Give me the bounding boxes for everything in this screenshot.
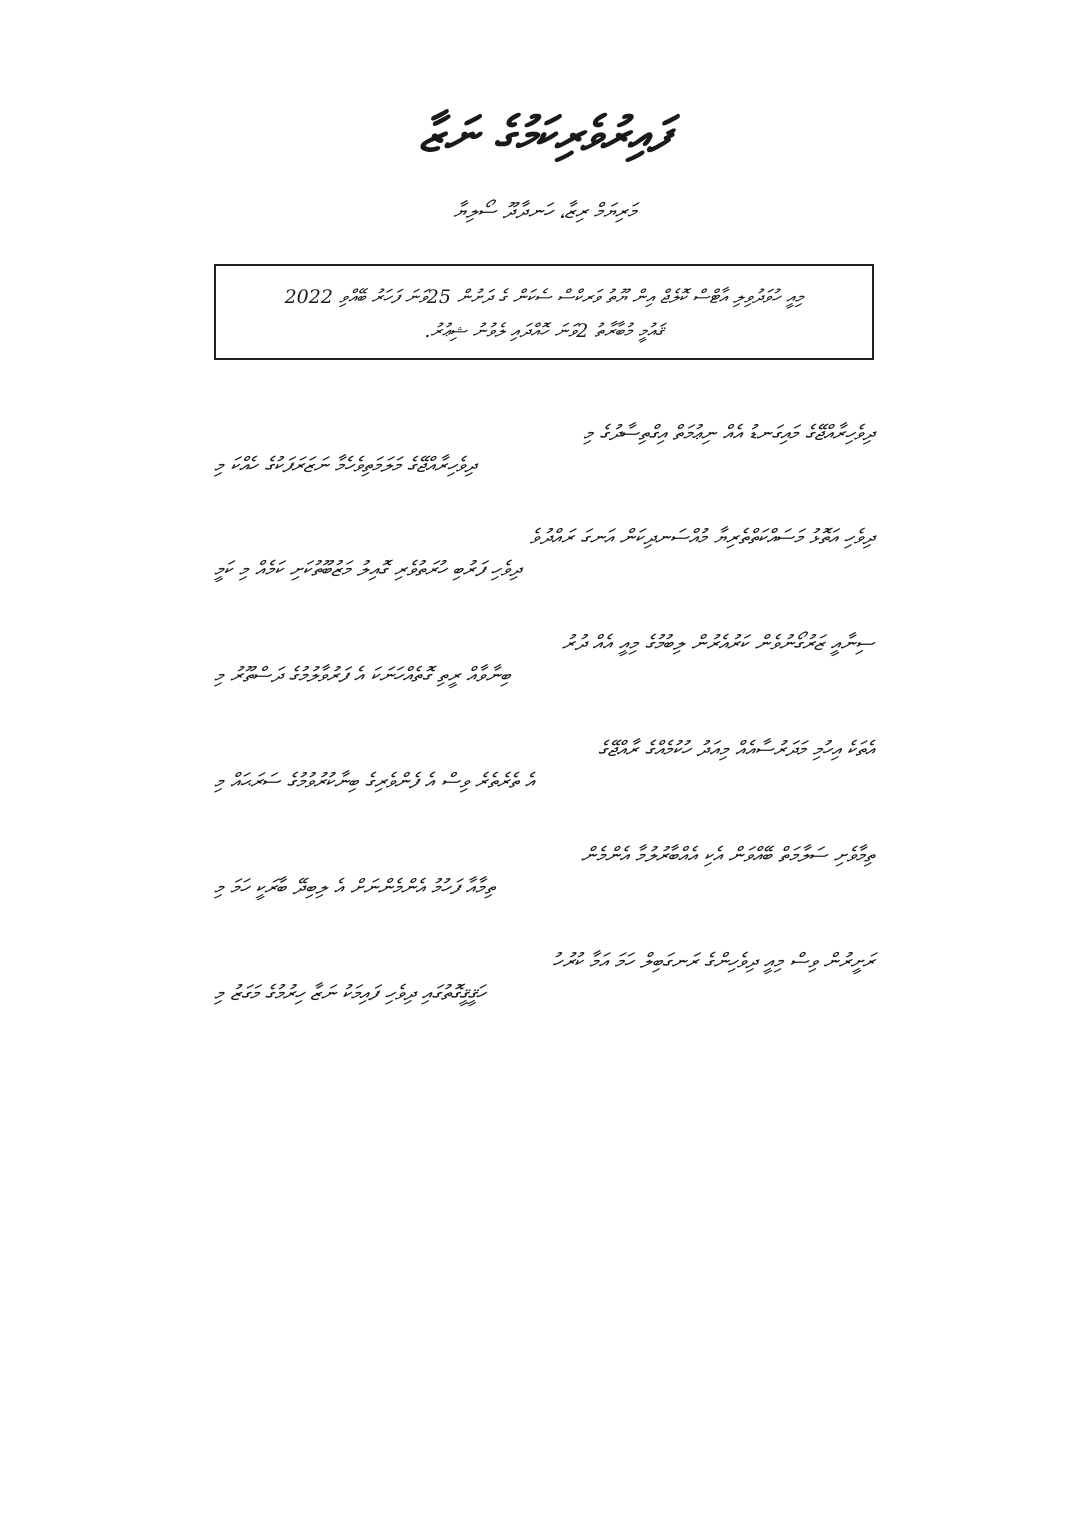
verse-first-line: ދިވެހިރާއްޖޭގެ މައިގަނޑު އެއް ނިޢުމަތް އިގްތިސާދުގެ މި (583, 421, 874, 445)
verse-second-line: އެ ތެރެތެރެ ވިސް އެ ފެންވެރިގެ ބިނާކުރުވުމުގެ ސަރަޙައް މި (214, 769, 535, 793)
verse-second-line: ބިނާވާއް ރީތި ގޮތެއްހަނަކަ އެ ފަރުވާލުމުގެ ދަސްތޫރު މި (214, 663, 511, 687)
verse-first-line: އެތަކެ އިހުމި މަދަރުސާއެއް މިއަދު ހުކުމެއްގެ ރާއްޖޭގެ (598, 737, 874, 761)
verse-second-line: ދިވެހި ފަރުބި ހުރަތުވެރި ގޮއިލު މަޒުބޫތުކަށި ކަމެއް މި ކަމީ (214, 557, 521, 581)
couplet-5 (214, 839, 874, 903)
poem-title: ފައިރުވެރިކަމުގެ ނަޒާ (419, 107, 670, 163)
verse-second-line: ދިވެހިރާއްޖޭގެ މަލަމަތިވެހެމާ ނަޒަރަފަކުގެ ހެއްކަ މި (214, 453, 476, 477)
couplet-6 (214, 945, 874, 1009)
verse-first-line: ރަށީރުން ވިސް މިއީ ދިވެހިންގެ ރަނގަބިލް ހަމަ އަމާ ކުރުހު (552, 949, 874, 973)
couplet-3 (214, 627, 874, 691)
verse-second-line: ހަޤީޤީގޮތުގައި ދިވެހި ފައިމަކު ނަޒާ ހިރުމުގެ މަގަޒު މި (214, 981, 485, 1005)
poem-author: މަރިޔަމް ރިޒާ، ހަނދާދޫ ސޯލިޔާ (453, 199, 636, 223)
competition-note-box (214, 264, 874, 360)
verse-first-line: ދިވެހި އަތޮޅު މަސައްކަތްތެރިޔާ މުއްސަނދިކަން އަނގަ ރައްދުވެ (529, 525, 874, 549)
verse-first-line: ތިމާވެށި ސަލާމަތް ބޭއްވަން އެކި އެއްބާރުލުމާ އެންމެން (580, 843, 874, 867)
couplet-2 (214, 521, 874, 585)
verse-first-line: ސިނާއީ ޒަރުގޯނުވެން ކަރުއެރުން ލިބުމުގެ މިއީ އެއް ދުރު (561, 631, 874, 655)
note-line-1: މިއީ ހުވަދުވިލި އާޓްސް ކޮލެޖް އިން ޔޫތު ވަރކްސް ސެކަން ގެ ދަށުން 25ވަނަ ފަހަރު ބޭއްވި 2022 (284, 286, 804, 308)
couplet-1 (214, 417, 874, 481)
note-line-2: ޤައުމީ މުބާރާތު 2ވަނަ ހޮއްދައި ލެވުނު ޝިޢުރު. (424, 320, 664, 342)
couplet-4 (214, 733, 874, 797)
verse-second-line: ތިމާއާ ފަހުމު އެންމެންނަށް އެ ލިބިދޭ ބާރަކީ ހަމަ މި (214, 875, 495, 899)
